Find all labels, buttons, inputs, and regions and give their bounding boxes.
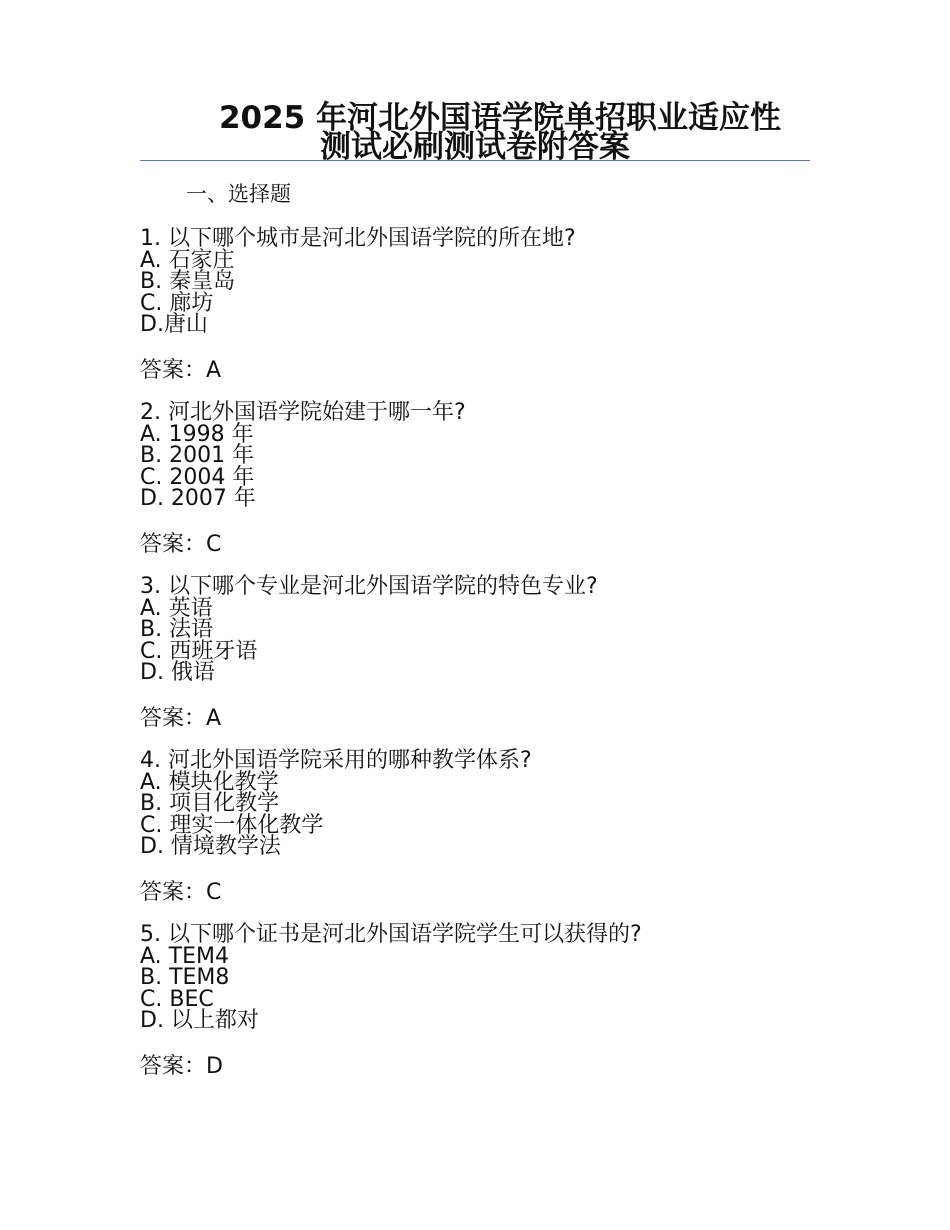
answer: 答案：A bbox=[140, 705, 222, 731]
answer: 答案：D bbox=[140, 1053, 223, 1079]
question-1 bbox=[140, 228, 576, 381]
option-b: B. 项目化教学 bbox=[140, 791, 280, 816]
document-title bbox=[140, 100, 810, 165]
option-c: C. 西班牙语 bbox=[140, 638, 258, 664]
question-text: 2. 河北外国语学院始建于哪一年? bbox=[140, 400, 466, 425]
title-line-1: 2025 年河北外国语学院单招职业适应性 bbox=[218, 100, 782, 136]
section-heading: 一、选择题 bbox=[186, 182, 291, 206]
option-c: C. BEC bbox=[140, 986, 214, 1012]
option-c: C. 2004 年 bbox=[140, 464, 255, 490]
question-5 bbox=[140, 924, 642, 1077]
option-a: A. 石家庄 bbox=[140, 247, 235, 273]
option-a: A. 1998 年 bbox=[140, 421, 254, 447]
option-b: B. 法语 bbox=[140, 617, 214, 642]
answer: 答案：C bbox=[140, 531, 222, 557]
option-a: A. 模块化教学 bbox=[140, 769, 279, 795]
option-b: B. 2001 年 bbox=[140, 443, 255, 468]
option-d: D. 情境教学法 bbox=[140, 834, 281, 859]
option-c: C. 理实一体化教学 bbox=[140, 812, 324, 838]
question-text: 1. 以下哪个城市是河北外国语学院的所在地? bbox=[140, 226, 576, 251]
option-d: D. 2007 年 bbox=[140, 486, 256, 511]
answer: 答案：C bbox=[140, 879, 222, 905]
option-d: D. 俄语 bbox=[140, 660, 215, 685]
question-3 bbox=[140, 576, 598, 729]
question-text: 5. 以下哪个证书是河北外国语学院学生可以获得的? bbox=[140, 922, 642, 947]
question-text: 3. 以下哪个专业是河北外国语学院的特色专业? bbox=[140, 574, 598, 599]
question-text: 4. 河北外国语学院采用的哪种教学体系? bbox=[140, 748, 532, 773]
option-b: B. 秦皇岛 bbox=[140, 269, 236, 294]
option-d: D. 以上都对 bbox=[140, 1008, 259, 1033]
option-a: A. 英语 bbox=[140, 595, 213, 621]
answer: 答案：A bbox=[140, 357, 222, 383]
question-2 bbox=[140, 402, 466, 555]
option-b: B. TEM8 bbox=[140, 965, 230, 990]
option-d: D.唐山 bbox=[140, 312, 208, 337]
title-divider bbox=[140, 160, 810, 161]
title-line-2: 测试必刷测试卷附答案 bbox=[320, 129, 630, 165]
option-a: A. TEM4 bbox=[140, 943, 229, 969]
question-4 bbox=[140, 750, 532, 903]
option-c: C. 廊坊 bbox=[140, 290, 214, 316]
